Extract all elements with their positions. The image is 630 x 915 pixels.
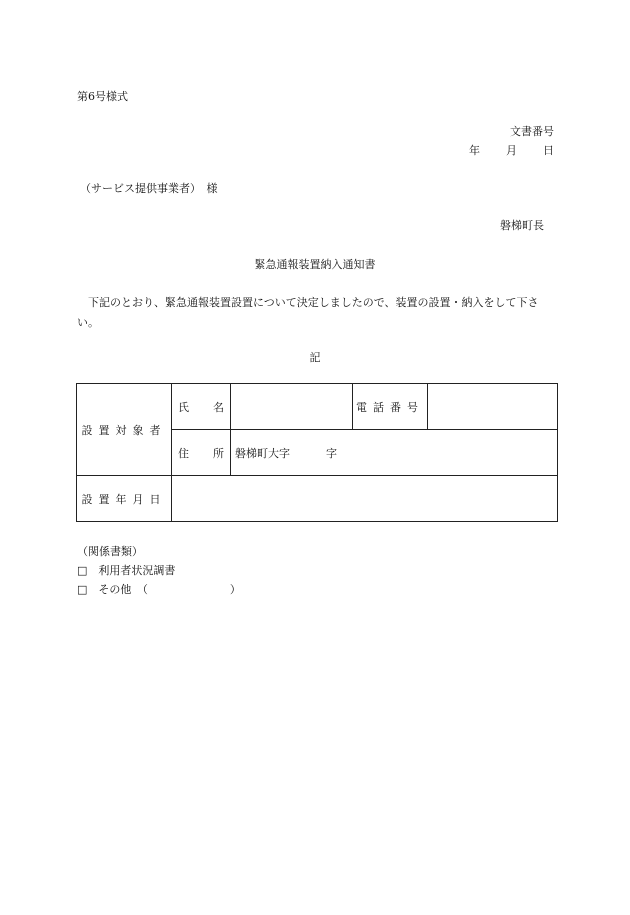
table-row: [77, 476, 558, 522]
address-prefix: 磐梯町大字: [235, 446, 290, 460]
sender: 磐梯町長: [500, 219, 544, 232]
phone-label: 電話番号: [353, 384, 428, 430]
paren-close: ）: [229, 583, 241, 596]
form-number: 第6号様式: [77, 90, 128, 103]
related-item-label: その他: [98, 583, 132, 596]
date-day: 日: [543, 144, 554, 157]
ki-heading: 記: [309, 351, 321, 364]
body-text: 下記のとおり、緊急通報装置設置について決定しましたので、装置の設置・納入をして下さい。: [77, 296, 539, 329]
checkbox-icon[interactable]: □: [77, 564, 88, 577]
notification-table: [76, 383, 558, 522]
related-item: [77, 562, 175, 578]
date-line: [469, 142, 554, 158]
related-item: [77, 581, 241, 597]
document-number-label: 文書番号: [510, 125, 554, 138]
date-year: 年: [469, 144, 480, 157]
related-documents-title: （関係書類）: [77, 545, 143, 558]
phone-field[interactable]: [428, 384, 558, 430]
install-date-label: 設置年月日: [77, 476, 172, 522]
name-field[interactable]: [231, 384, 353, 430]
name-label-part: 氏: [178, 400, 189, 414]
name-label-cell: [172, 384, 231, 430]
document-title: 緊急通報装置納入通知書: [254, 258, 376, 271]
address-suffix: 字: [326, 446, 337, 460]
table-row: [77, 384, 558, 430]
address-field[interactable]: [231, 430, 558, 476]
address-label-part: 所: [213, 446, 224, 460]
address-label-cell: [172, 430, 231, 476]
target-label: 設置対象者: [77, 384, 172, 476]
date-month: 月: [506, 144, 517, 157]
related-item-label: 利用者状況調書: [98, 564, 176, 577]
install-date-field[interactable]: [172, 476, 558, 522]
address-label-part: 住: [178, 446, 189, 460]
checkbox-icon[interactable]: □: [77, 583, 88, 596]
paren-open: （: [142, 583, 148, 596]
addressee: （サービス提供事業者） 様: [80, 182, 218, 195]
name-label-part: 名: [213, 400, 224, 414]
